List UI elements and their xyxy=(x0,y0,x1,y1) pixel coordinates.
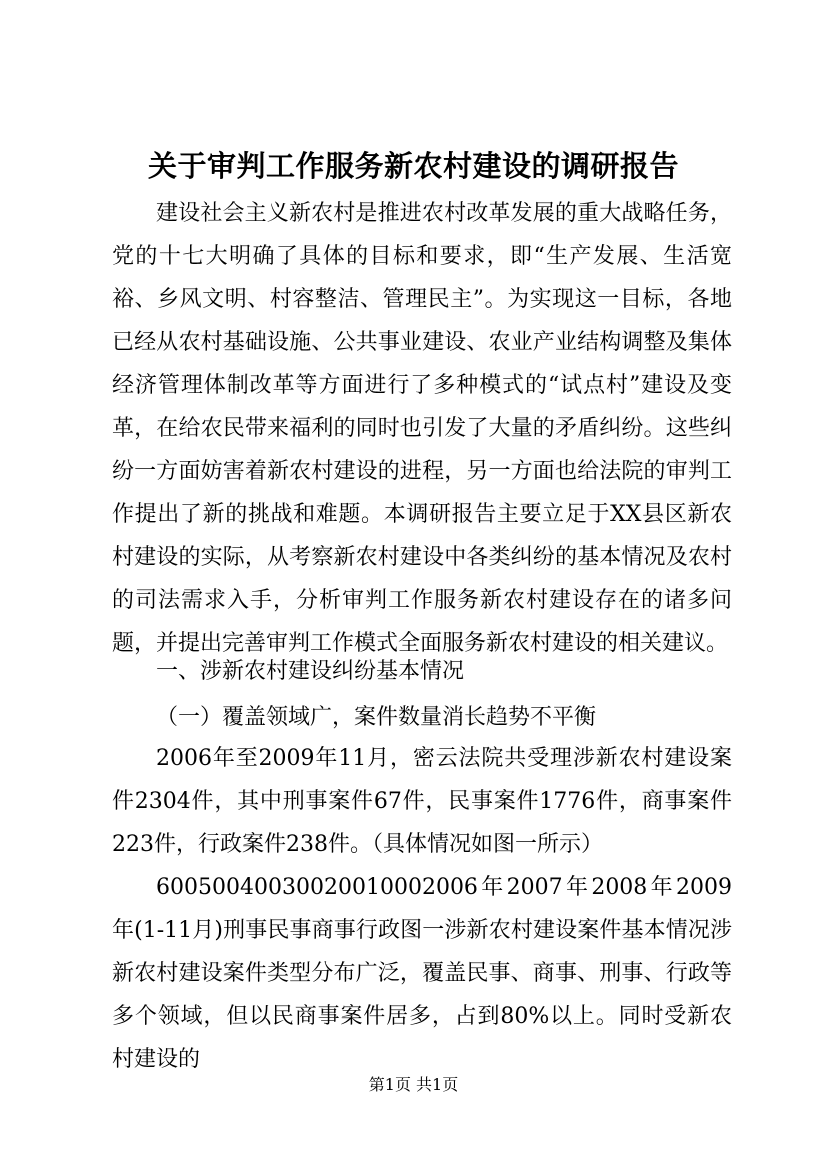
section-heading: 一、涉新农村建设纠纷基本情况 xyxy=(156,659,465,684)
document-title: 关于审判工作服务新农村建设的调研报告 xyxy=(147,149,679,183)
subsection-heading: （一）覆盖领域广，案件数量消长趋势不平衡 xyxy=(156,705,597,730)
paragraph-case-stats: 2006年至2009年11月，密云法院共受理涉新农村建设案件2304件，其中刑事案件67件，民事案件1776件，商事案件223件，行政案件238件。（具体情况如图一所示） xyxy=(112,746,732,857)
paragraph-chart-text: 60050040030020010002006年2007年2008年2009年(1-11月)刑事民事商事行政图一涉新农村建设案件基本情况涉新农村建设案件类型分布广泛，覆盖民事、商事、刑事、行政等多个领域，但以民商事案件居多，占到80%以上。同时受新农村建设的 xyxy=(112,875,732,1072)
page-footer: 第1页 共1页 xyxy=(368,1075,459,1094)
paragraph-intro: 建设社会主义新农村是推进农村改革发展的重大战略任务，党的十七大明确了具体的目标和要求，即“生产发展、生活宽裕、乡风文明、村容整洁、管理民主”。为实现这一目标，各地已经从农村基础设施、公共事业建设、农业产业结构调整及集体经济管理体制改革等方面进行了多种模式的“试点村”建设及变革，在给农民带来福利的同时也引发了大量的矛盾纠纷。这些纠纷一方面妨害着新农村建设的进程，另一方面也给法院的审判工作提出了新的挑战和难题。本调研报告主要立足于XX县区新农村建设的实际，从考察新农村建设中各类纠纷的基本情况及农村的司法需求入手，分析审判工作服务新农村建设存在的诸多问题，并提出完善审判工作模式全面服务新农村建设的相关建议。 xyxy=(112,201,732,656)
